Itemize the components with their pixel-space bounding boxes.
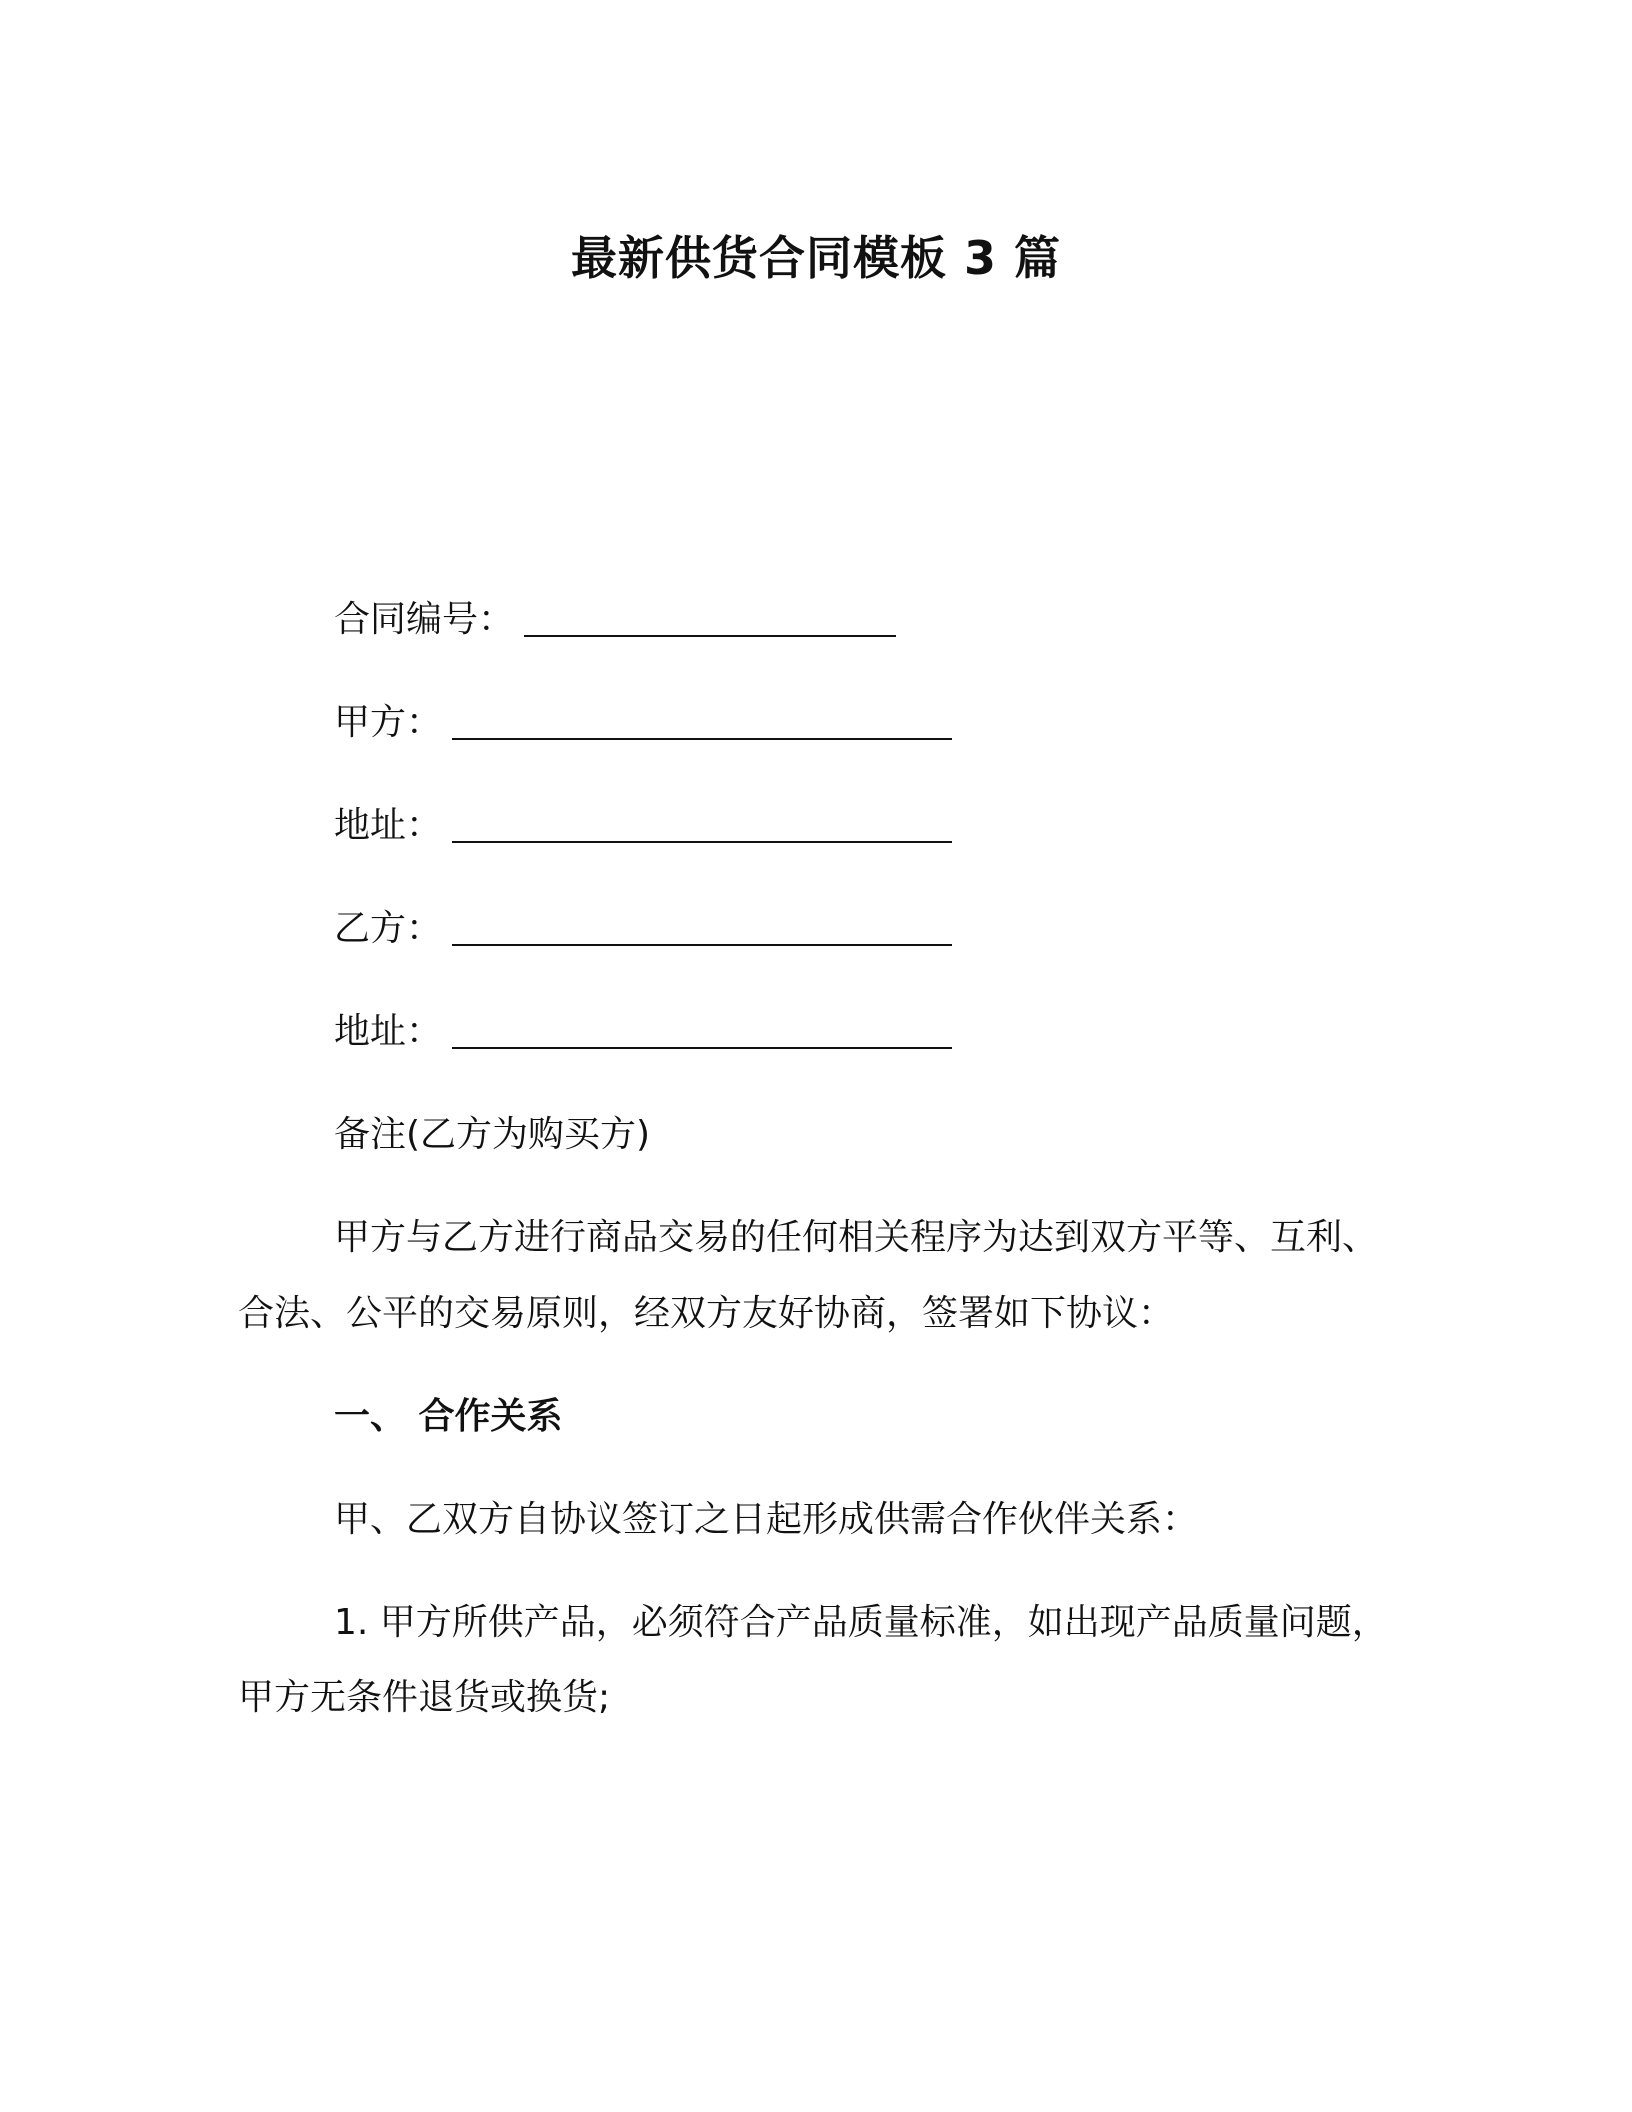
- intro-paragraph-line-1: 甲方与乙方进行商品交易的任何相关程序为达到双方平等、互利、: [334, 1217, 1379, 1258]
- contract-number-field: [334, 599, 896, 640]
- fill-in-blank: [524, 605, 896, 637]
- section-heading: 一、 合作关系: [334, 1396, 563, 1437]
- field-label: 地址：: [334, 805, 443, 846]
- field-label: 合同编号：: [334, 599, 515, 640]
- field-label: 地址：: [334, 1011, 443, 1052]
- party-a-address-field: [334, 805, 952, 846]
- fill-in-blank: [452, 1017, 952, 1049]
- party-b-field: [334, 908, 952, 949]
- note-line: 备注(乙方为购买方): [334, 1114, 651, 1155]
- field-label: 乙方：: [334, 908, 443, 949]
- intro-paragraph-line-2: 合法、公平的交易原则，经双方友好协商，签署如下协议：: [238, 1293, 1175, 1334]
- party-a-field: [334, 702, 952, 743]
- fill-in-blank: [452, 708, 952, 740]
- clause-1-line-1: 1. 甲方所供产品，必须符合产品质量标准，如出现产品质量问题，: [334, 1602, 1388, 1643]
- party-b-address-field: [334, 1011, 952, 1052]
- fill-in-blank: [452, 811, 952, 843]
- clause-1-line-2: 甲方无条件退货或换货;: [238, 1677, 611, 1718]
- fill-in-blank: [452, 914, 952, 946]
- field-label: 甲方：: [334, 702, 443, 743]
- document-title: 最新供货合同模板 3 篇: [570, 231, 1062, 285]
- section-text: 甲、乙双方自协议签订之日起形成供需合作伙伴关系：: [334, 1499, 1199, 1540]
